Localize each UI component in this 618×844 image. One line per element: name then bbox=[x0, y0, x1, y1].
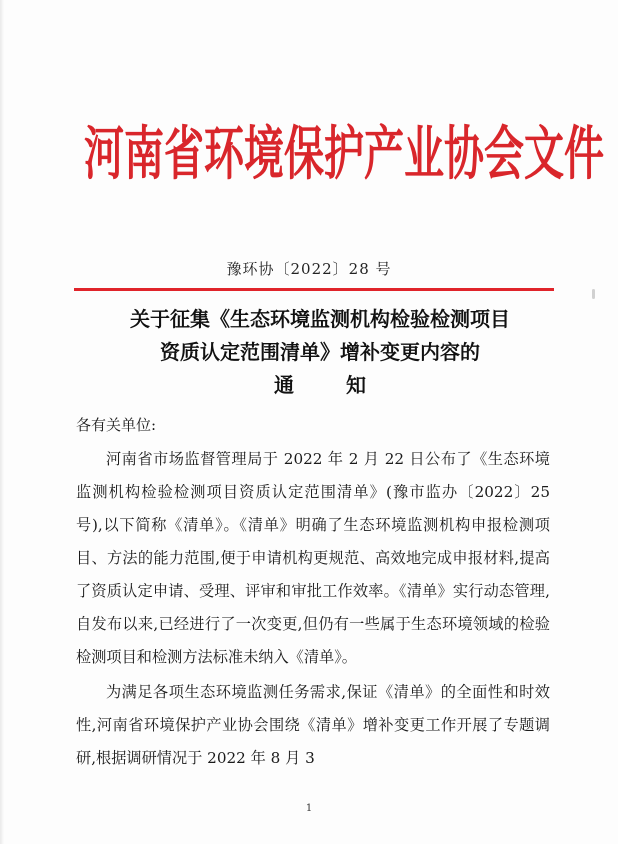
body-paragraph-1: 河南省市场监督管理局于 2022 年 2 月 22 日公布了《生态环境监测机构检验检测项目资质认定范围清单》(豫市监办〔2022〕25 号),以下简称《清单》。《清单》明确了生态环境监测机构申报检测项目、方法的能力范围,便于申请机构更规范、高效地完成申报材料,提高了资质认定申请、受理、评审和审批工作效率。《清单》实行动态管理,自发布以来,已经进行了一次变更,但仍有一些属于生态环境领域的检验检测项目和检测方法标准未纳入《清单》。 bbox=[76, 450, 550, 666]
document-number: 豫环协〔2022〕28 号 bbox=[226, 260, 392, 278]
salutation: 各有关单位: bbox=[76, 416, 157, 434]
document-header-title: 河南省环境保护产业协会文件 bbox=[84, 119, 604, 188]
red-divider-line bbox=[74, 288, 554, 291]
notice-title bbox=[70, 303, 570, 402]
scan-speck bbox=[592, 289, 595, 299]
body-paragraph-2: 为满足各项生态环境监测任务需求,保证《清单》的全面性和时效性,河南省环境保护产业协会围绕《清单》增补变更工作开展了专题调研,根据调研情况于 2022 年 8 月 3 bbox=[76, 683, 550, 767]
notice-title-line-2: 资质认定范围清单》增补变更内容的 bbox=[160, 340, 480, 364]
body-text bbox=[76, 443, 550, 775]
page-number: 1 bbox=[305, 803, 313, 814]
notice-title-line-3: 通知 bbox=[274, 373, 418, 397]
scan-edge-shadow bbox=[0, 0, 4, 844]
notice-title-line-1: 关于征集《生态环境监测机构检验检测项目 bbox=[130, 307, 510, 331]
